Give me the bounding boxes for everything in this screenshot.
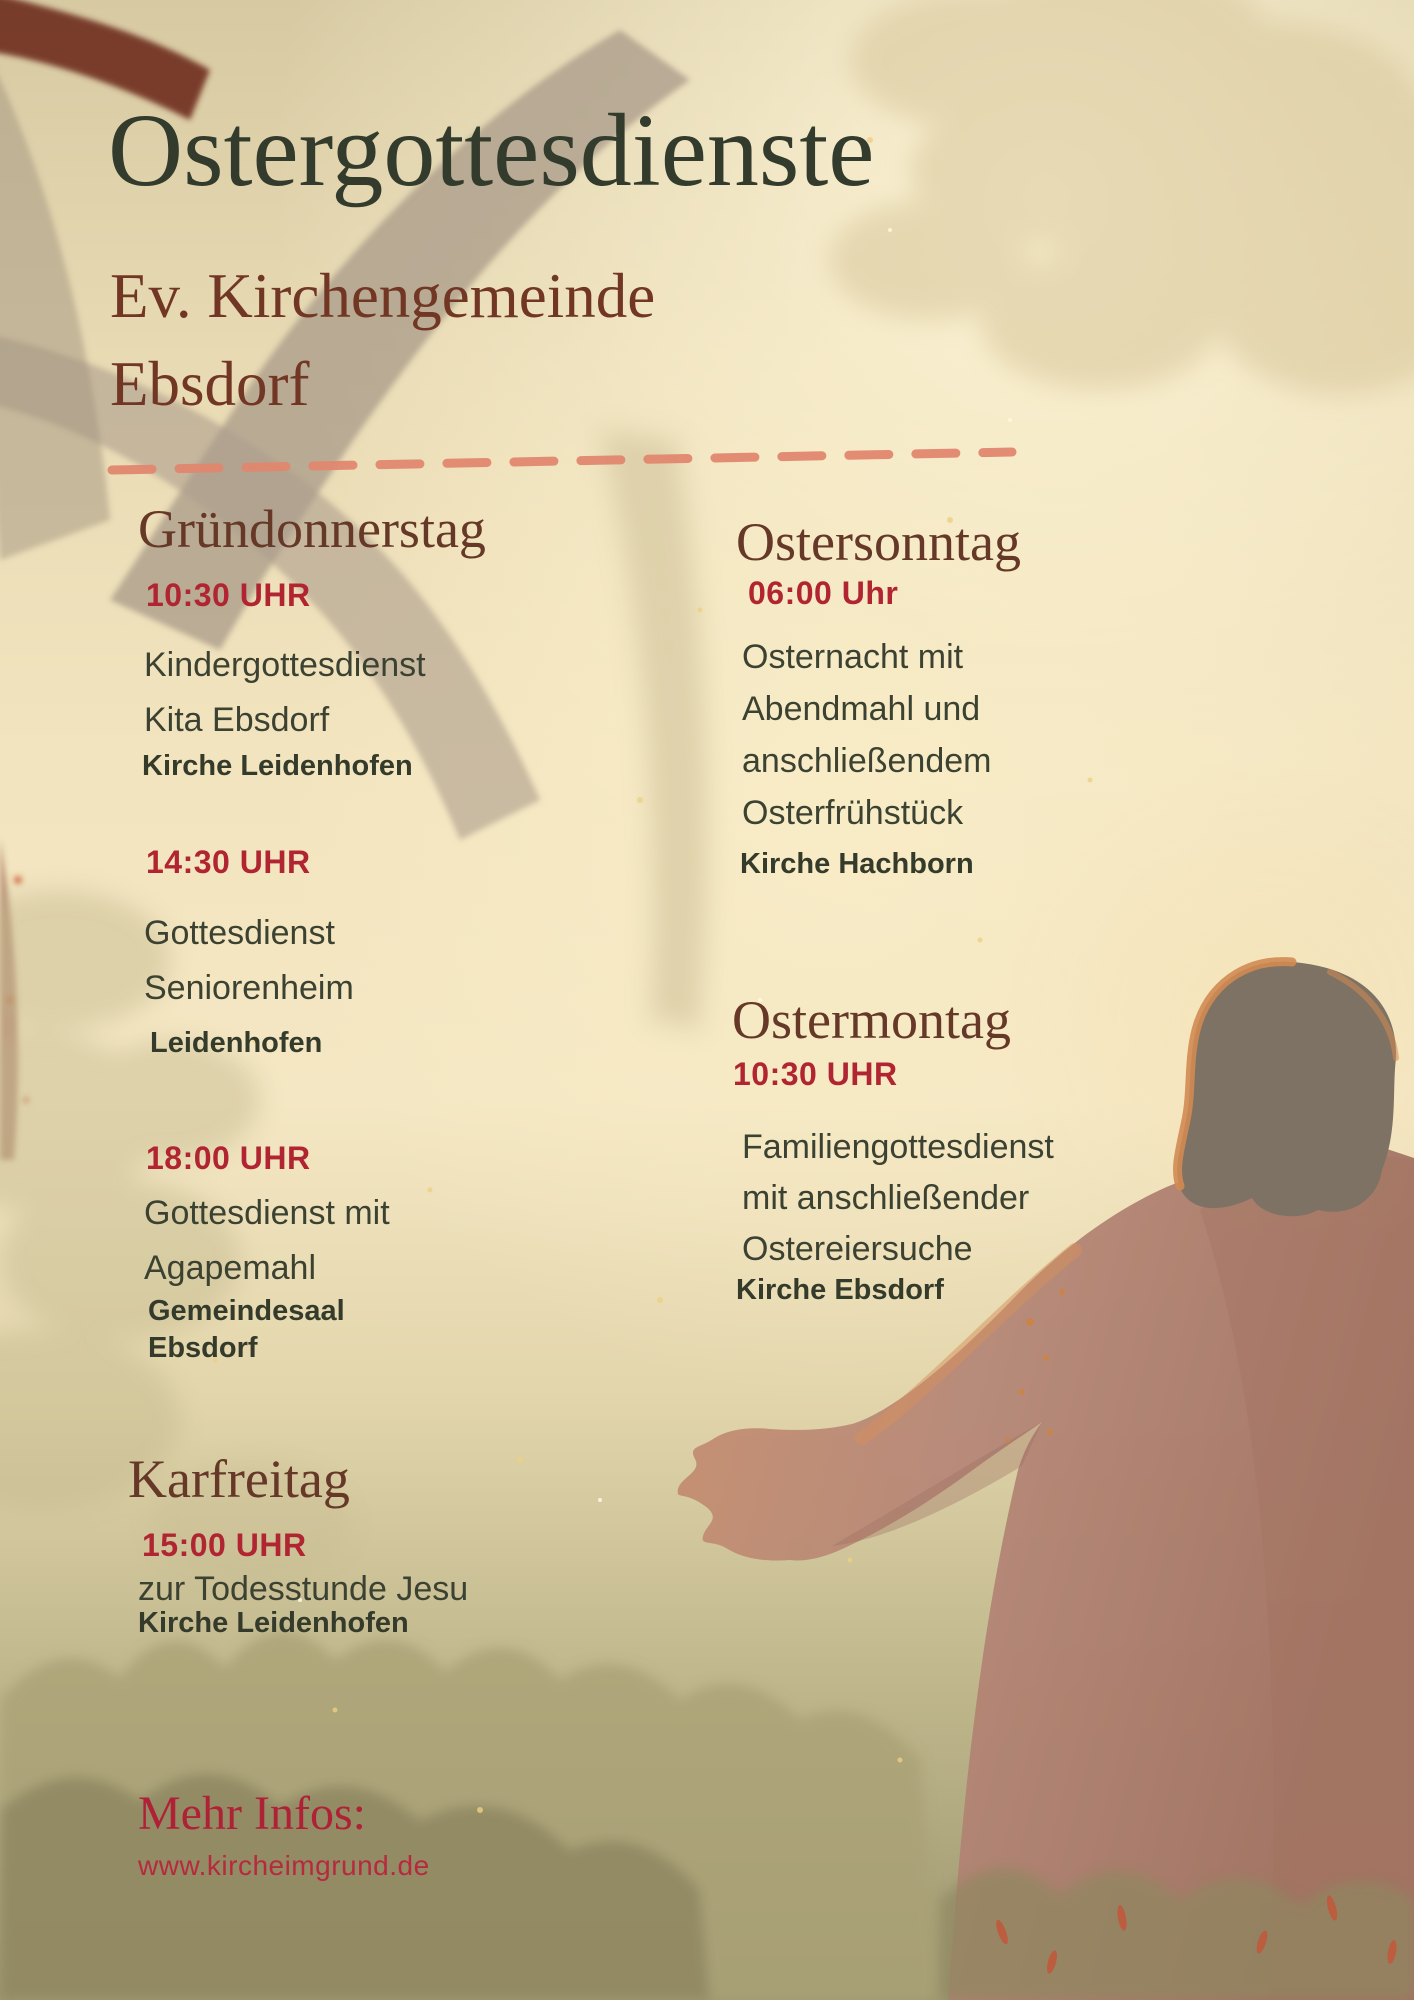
event-description bbox=[742, 1122, 1054, 1275]
event-description-line: Kita Ebsdorf bbox=[144, 701, 330, 739]
event-time: 15:00 UHR bbox=[142, 1527, 307, 1563]
event-time: 06:00 Uhr bbox=[748, 575, 899, 611]
poster-subtitle bbox=[110, 252, 655, 428]
footer-info-label: Mehr Infos: bbox=[138, 1787, 366, 1840]
footer-website-url: www.kircheimgrund.de bbox=[138, 1850, 430, 1881]
event-description bbox=[144, 1186, 390, 1296]
event-location-line: Gemeindesaal bbox=[148, 1295, 345, 1327]
event-description bbox=[144, 638, 426, 748]
event-location: Kirche Leidenhofen bbox=[138, 1607, 409, 1639]
poster-title: Ostergottesdienste bbox=[108, 93, 875, 208]
event-description-line: Gottesdienst mit bbox=[144, 1194, 390, 1232]
event-time: 14:30 UHR bbox=[146, 844, 311, 880]
event-time: 10:30 UHR bbox=[146, 577, 311, 613]
event-time: 10:30 UHR bbox=[733, 1056, 898, 1092]
event-description-line: Ostereiersuche bbox=[742, 1230, 973, 1268]
event-time: 18:00 UHR bbox=[146, 1140, 311, 1176]
event-description-line: Kindergottesdienst bbox=[144, 646, 426, 684]
event-description-line: Familiengottesdienst bbox=[742, 1128, 1054, 1166]
event-description bbox=[742, 631, 991, 839]
section-heading-ostersonntag: Ostersonntag bbox=[736, 512, 1021, 572]
section-heading-ostermontag: Ostermontag bbox=[732, 990, 1011, 1050]
event-location bbox=[148, 1293, 345, 1367]
event-description-line: Agapemahl bbox=[144, 1249, 317, 1287]
event-location: Kirche Ebsdorf bbox=[736, 1274, 944, 1306]
event-description-line: Seniorenheim bbox=[144, 969, 354, 1007]
event-description: zur Todesstunde Jesu bbox=[138, 1570, 469, 1608]
event-description-line: Gottesdienst bbox=[144, 914, 335, 952]
event-description-line: mit anschließender bbox=[742, 1179, 1030, 1217]
event-location: Kirche Leidenhofen bbox=[142, 750, 413, 782]
section-heading-karfreitag: Karfreitag bbox=[128, 1449, 350, 1509]
event-description-line: Osterfrühstück bbox=[742, 794, 964, 832]
event-location: Kirche Hachborn bbox=[740, 848, 974, 880]
event-description-line: Osternacht mit bbox=[742, 638, 964, 676]
subtitle-line: Ev. Kirchengemeinde bbox=[110, 261, 656, 331]
event-description-line: Abendmahl und bbox=[742, 690, 981, 728]
section-heading-gruendonnerstag: Gründonnerstag bbox=[138, 499, 486, 559]
event-description-line: anschließendem bbox=[742, 742, 992, 780]
event-location-line: Ebsdorf bbox=[148, 1332, 258, 1364]
event-location: Leidenhofen bbox=[150, 1027, 323, 1059]
event-description bbox=[144, 906, 354, 1016]
subtitle-line: Ebsdorf bbox=[110, 349, 310, 419]
